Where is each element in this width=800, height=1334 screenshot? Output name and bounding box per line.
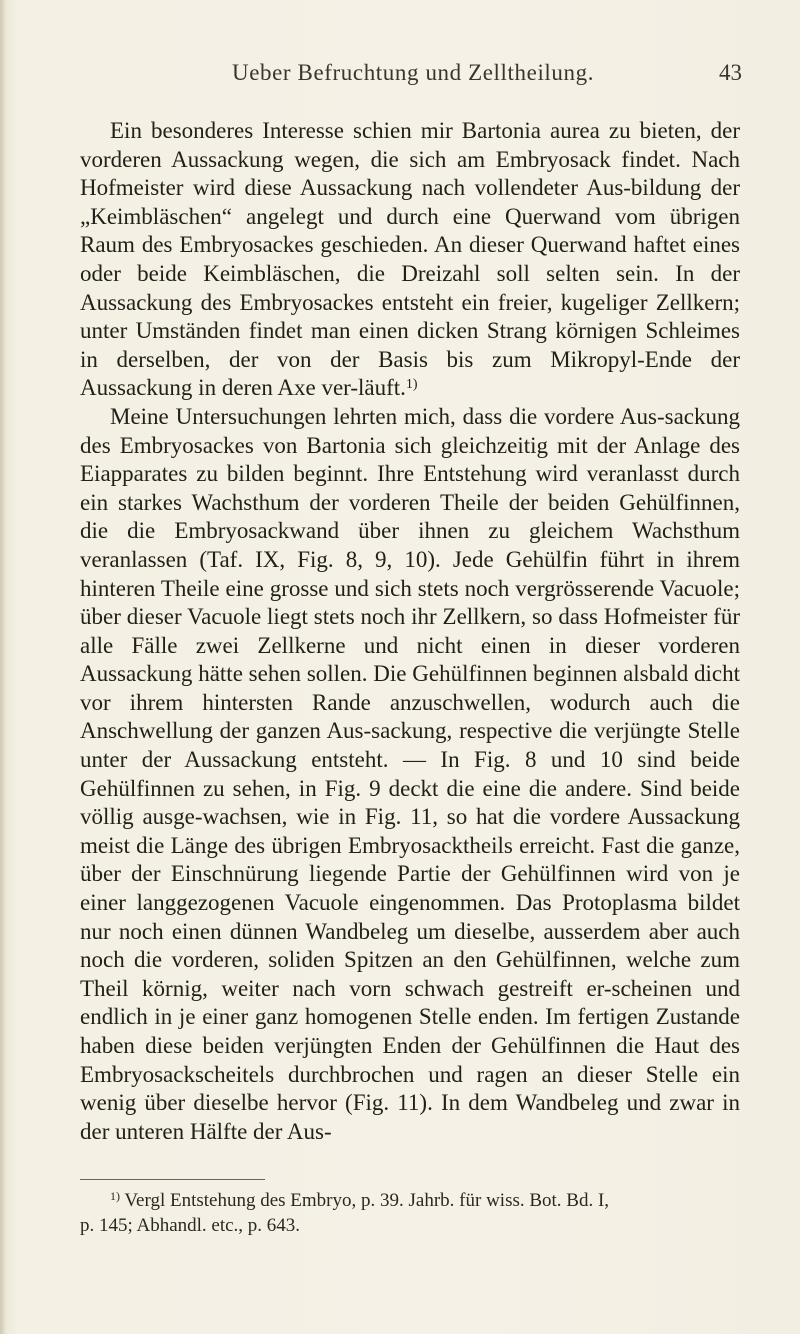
footnote-line-1 (80, 1188, 740, 1213)
running-head: Ueber Befruchtung und Zelltheilung. (232, 60, 595, 85)
page-number: 43 (719, 60, 742, 85)
paragraph-1-text: Ein besonderes Interesse schien mir Bartonia aurea zu bieten, der vorderen Aussackung wegen, die sich am Embryosack findet. Nach Hofmeister wird diese Aussackung nach vollendeter Aus-bildung der „Keimbläschen“ angelegt und durch eine Querwand vom übrigen Raum des Embryosackes geschieden. An dieser Querwand haftet eines oder beide Keimbläschen, die Dreizahl soll selten sein. In der Aussackung des Embryosackes entsteht ein freier, kugeliger Zellkern; unter Umständen findet man einen dicken Strang körnigen Schleimes in derselben, der von der Basis bis zum Mikropyl-Ende der Aussackung in deren Axe ver-läuft. (80, 118, 740, 401)
footnote-reference: 1) (405, 377, 418, 393)
footnote-divider (80, 1179, 265, 1180)
paragraph-2: Meine Untersuchungen lehrten mich, dass die vordere Aus-sackung des Embryosackes von Bartonia sich gleichzeitig mit der Anlage des Eiapparates zu bilden beginnt. Ihre Entstehung wird veranlasst durch ein starkes Wachsthum der vorderen Theile der beiden Gehülfinnen, die die Embryosackwand über ihnen zu gleichem Wachsthum veranlassen (Taf. IX, Fig. 8, 9, 10). Jede Gehülfin führt in ihrem hinteren Theile eine grosse und sich stets noch vergrösserende Vacuole; über dieser Vacuole liegt stets noch ihr Zellkern, so dass Hofmeister für alle Fälle zwei Zellkerne und nicht einen in dieser vorderen Aussackung hätte sehen sollen. Die Gehülfinnen beginnen alsbald dicht vor ihrem hintersten Rande anzuschwellen, wodurch auch die Anschwellung der ganzen Aus-sackung, respective die verjüngte Stelle unter der Aussackung entsteht. — In Fig. 8 und 10 sind beide Gehülfinnen zu sehen, in Fig. 9 deckt die eine die andere. Sind beide völlig ausge-wachsen, wie in Fig. 11, so hat die vordere Aussackung meist die Länge des übrigen Embryosacktheils erreicht. Fast die ganze, über der Einschnürung liegende Partie der Gehülfinnen wird von je einer langgezogenen Vacuole eingenommen. Das Protoplasma bildet nur noch einen dünnen Wandbeleg um dieselbe, ausserdem aber auch noch die vorderen, soliden Spitzen an den Gehülfinnen, welche zum Theil körnig, weiter nach vorn schwach gestreift er-scheinen und endlich in je einer ganz homogenen Stelle enden. Im fertigen Zustande haben diese beiden verjüngten Enden der Gehülfinnen die Haut des Embryosackscheitels durchbrochen und ragen an dieser Stelle ein wenig über dieselbe hervor (Fig. 11). In dem Wandbeleg und zwar in der unteren Hälfte der Aus- (80, 403, 740, 1144)
paragraph-1 (80, 117, 740, 403)
footnote-line-2: p. 145; Abhandl. etc., p. 643. (80, 1215, 301, 1236)
page-spine-shadow (0, 0, 6, 1334)
footnote (80, 1188, 740, 1238)
body-text (80, 117, 740, 1146)
footnote-marker: 1) (110, 1189, 120, 1203)
page-header (0, 60, 800, 104)
footnote-line-1-text: Vergl Entstehung des Embryo, p. 39. Jahrb. für wiss. Bot. Bd. I, (124, 1190, 610, 1211)
